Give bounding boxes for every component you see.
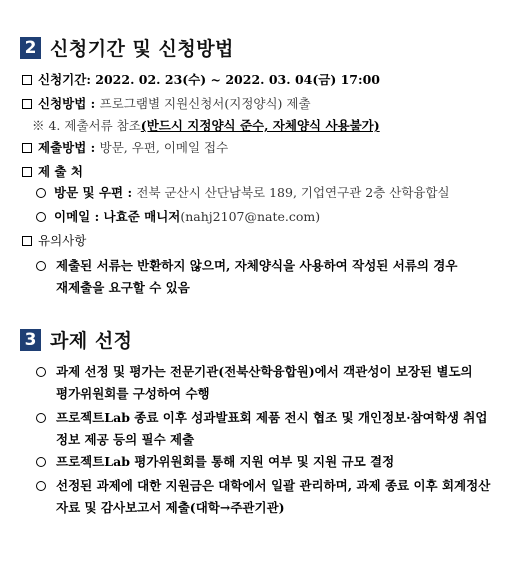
period-label: 신청기간 (38, 72, 87, 87)
email-row (36, 208, 320, 226)
square-bullet-icon (22, 236, 32, 246)
section-2-header (20, 34, 234, 61)
destination-label: 제 출 처 (38, 164, 83, 179)
circle-bullet-icon (36, 413, 46, 423)
square-bullet-icon (22, 99, 32, 109)
method-label: 신청방법 (38, 96, 87, 111)
square-bullet-icon (22, 167, 32, 177)
submit-method-label: 제출방법 (38, 140, 87, 155)
method-row: 신청방법 : 프로그램별 지원신청서(지정양식) 제출 (22, 95, 311, 113)
note-row (32, 117, 380, 135)
email-label: 이메일 : 나효준 매니저 (54, 209, 181, 224)
destination-row (22, 163, 83, 181)
visit-row: 방문 및 우편 : 전북 군산시 산단남북로 189, 기업연구관 2층 산학융합실 (36, 184, 450, 202)
caution-label: 유의사항 (38, 233, 87, 248)
caution-paragraph: 제출된 서류는 반환하지 않으며, 자체양식을 사용하여 작성된 서류의 경우 재제출을 요구할 수 있음 (36, 255, 494, 299)
visit-label: 방문 및 우편 (54, 185, 124, 200)
circle-bullet-icon (36, 188, 46, 198)
email-address: (nahj2107@nate.com) (180, 209, 321, 224)
circle-bullet-icon (36, 367, 46, 377)
selection-item-3: 프로젝트Lab 평가위원회를 통해 지원 여부 및 지원 규모 결정 (36, 451, 494, 473)
selection-item-1: 과제 선정 및 평가는 전문기관(전북산학융합원)에서 객관성이 보장된 별도의 평가위원회를 구성하여 수행 (36, 361, 494, 405)
submit-method-value: 방문, 우편, 이메일 접수 (99, 140, 229, 155)
period-value: : 2022. 02. 23(수) ~ 2022. 03. 04(금) 17:00 (86, 72, 380, 87)
section-number-badge: 3 (20, 329, 41, 351)
circle-bullet-icon (36, 261, 46, 271)
section-title: 신청기간 및 신청방법 (50, 38, 234, 60)
note-emphasis: (반드시 지정양식 준수, 자체양식 사용불가) (140, 118, 380, 133)
submit-method-row: 제출방법 : 방문, 우편, 이메일 접수 (22, 139, 228, 157)
circle-bullet-icon (36, 457, 46, 467)
selection-item-4: 선정된 과제에 대한 지원금은 대학에서 일괄 관리하며, 과제 종료 이후 회계정산 자료 및 감사보고서 제출(대학→주관기관) (36, 475, 494, 519)
selection-item-2: 프로젝트Lab 종료 이후 성과발표회 제품 전시 협조 및 개인정보·참여학생 취업 정보 제공 등의 필수 제출 (36, 407, 494, 451)
circle-bullet-icon (36, 212, 46, 222)
section-3-header (20, 326, 133, 353)
note-prefix: ※ 4. 제출서류 참조 (32, 118, 141, 133)
section-number-badge: 2 (20, 37, 41, 59)
visit-address: 전북 군산시 산단남북로 189, 기업연구관 2층 산학융합실 (136, 185, 450, 200)
period-row (22, 71, 380, 89)
square-bullet-icon (22, 75, 32, 85)
section-title: 과제 선정 (50, 330, 133, 352)
caution-row (22, 232, 86, 250)
square-bullet-icon (22, 143, 32, 153)
circle-bullet-icon (36, 481, 46, 491)
method-value: 프로그램별 지원신청서(지정양식) 제출 (99, 96, 311, 111)
